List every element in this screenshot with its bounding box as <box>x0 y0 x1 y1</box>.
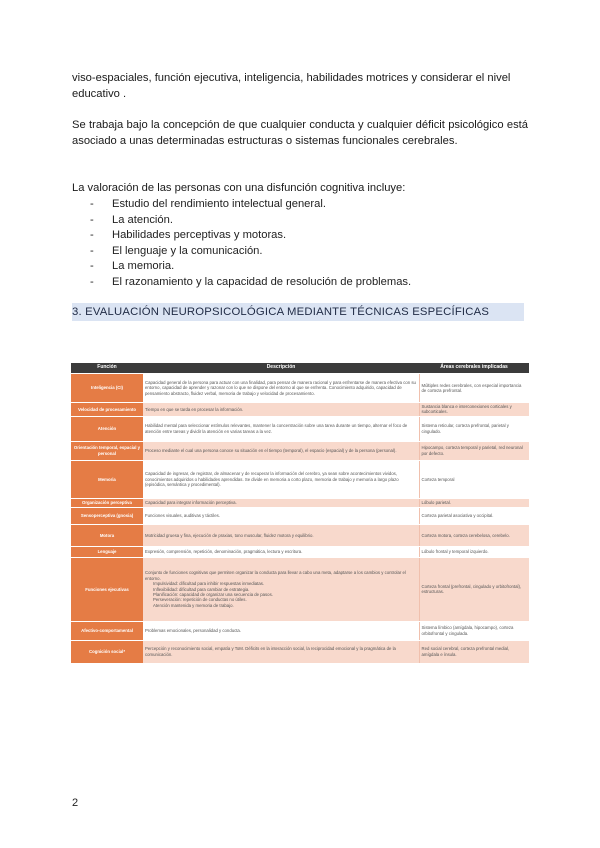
table-row: Organización perceptiva Capacidad para integrar información perceptiva. Lóbulo parietal. <box>71 498 529 507</box>
table-row: Memoria Capacidad de ingresar, de registrar, de almacenar y de recuperar la información del cerebro, ya sean sobre acontecimientos vividos, conocimientos adquiridos o habilidades aprendidas. Se divide en memoria a corto plazo, memoria de trabajo y memoria a largo plazo (episódica, semántica y procedimental). Corteza temporal <box>71 460 529 498</box>
neuropsych-table <box>71 363 529 664</box>
continuation-paragraph: viso-espaciales, función ejecutiva, inteligencia, habilidades motrices y considerar el nivel educativo . <box>72 72 511 100</box>
header-areas: Áreas cerebrales implicadas <box>419 363 529 374</box>
list-item: - Estudio del rendimiento intelectual general. <box>90 198 326 210</box>
list-item: - La memoria. <box>90 260 175 273</box>
list-item: - El lenguaje y la comunicación. <box>90 244 263 257</box>
table-row: Inteligencia (CI) Capacidad general de la persona para actuar con una finalidad, para pensar de manera racional y para enfrentarse de manera efectiva con su entorno, capacidad de aprender y razonar con lo que se dispone del entorno al que se enfrenta. Conocimiento adquirido, capacidad de pensamiento abstracto, fluidez verbal, memoria de trabajo y velocidad de procesamiento. Múltiples redes cerebrales, con especial importancia de corteza prefrontal. <box>71 374 529 403</box>
executive-sublist: Impulsividad: dificultad para inhibir respuestas inmediatas. Inflexibilidad: dificultad para cambiar de estrategia. Planificación: capacidad de organizar una secuencia de pasos. Perseveración: repetición de conductas no útiles. Atención mantenida y memoria de trabajo. <box>153 581 273 608</box>
table-row: Afectivo-comportamental Problemas emocionales, personalidad y conducta. Sistema límbico (amígdala, hipocampo), corteza orbitofrontal y cingulada. <box>71 621 529 640</box>
evaluation-list <box>90 197 520 291</box>
list-item: - Habilidades perceptivas y motoras. <box>90 229 287 242</box>
list-item: - El razonamiento y la capacidad de resolución de problemas. <box>90 275 412 288</box>
list-item: - La atención. <box>90 213 173 226</box>
table-row: Lenguaje Expresión, comprensión, repetición, denominación, pragmática, lectura y escritura. Lóbulo frontal y temporal izquierdo. <box>71 546 529 557</box>
concept-paragraph: Se trabaja bajo la concepción de que cualquier conducta y cualquier déficit psicológico está asociado a unas determinadas estructuras o sistemas funcionales cerebrales. <box>72 119 528 147</box>
table-row: Velocidad de procesamiento Tiempo en que se tarda en procesar la información. Sustancia blanca e interconexiones corticales y subcorticales. <box>71 403 529 417</box>
table-header-row <box>71 363 529 374</box>
header-funcion: Función <box>71 363 143 374</box>
table-row: Funciones ejecutivas Conjunto de funciones cognitivas que permiten organizar la conducta para llevar a cabo una meta, adaptarse a los cambios y controlar el entorno. Impulsividad: dificultad para inhibir respuestas inmediatas. Inflexibilidad: dificultad para cambiar de estrategia. Planificación: capacidad de organizar una secuencia de pasos. Perseveración: repetición de conductas no útiles. Atención mantenida y memoria de trabajo. Corteza frontal (prefrontal, cingulado y orbitofrontal), estructuras. <box>71 557 529 621</box>
table-row: Cognición social* Percepción y reconocimiento social, empatía y ToM. Déficits en la interacción social, la reciprocidad emocional y la pragmática de la comunicación. Red social cerebral, corteza prefrontal medial, amígdala e ínsula. <box>71 640 529 663</box>
table-row: Sensoperceptiva (gnosia) Funciones visuales, auditivas y táctiles. Corteza parietal asociativa y occipital. <box>71 507 529 524</box>
page-number: 2 <box>72 797 79 809</box>
table-row: Orientación temporal, espacial y personal Proceso mediante el cual una persona conoce su situación en el tiempo (temporal), el espacio (espacial) y de la persona (personal). Hipocampo, corteza temporal y parietal, red neuronal por defecto. <box>71 441 529 460</box>
table-row: Motora Motricidad gruesa y fina, ejecución de praxias, tono muscular, fluidez motora y equilibrio. Corteza motora, corteza cerebelosa, cerebelo. <box>71 524 529 546</box>
section-heading: 3. EVALUACIÓN NEUROPSICOLÓGICA MEDIANTE TÉCNICAS ESPECÍFICAS <box>72 303 524 321</box>
valoracion-lead: La valoración de las personas con una disfunción cognitiva incluye: <box>72 182 406 194</box>
table-row: Atención Habilidad mental para seleccionar estímulos relevantes, mantener la concentración sobre una tarea durante un tiempo, alternar el foco de atención entre tareas y dividir la atención en varias tareas a la vez. Sistema reticular, corteza prefrontal, parietal y cingulado. <box>71 416 529 441</box>
header-descripcion: Descripción <box>143 363 419 374</box>
